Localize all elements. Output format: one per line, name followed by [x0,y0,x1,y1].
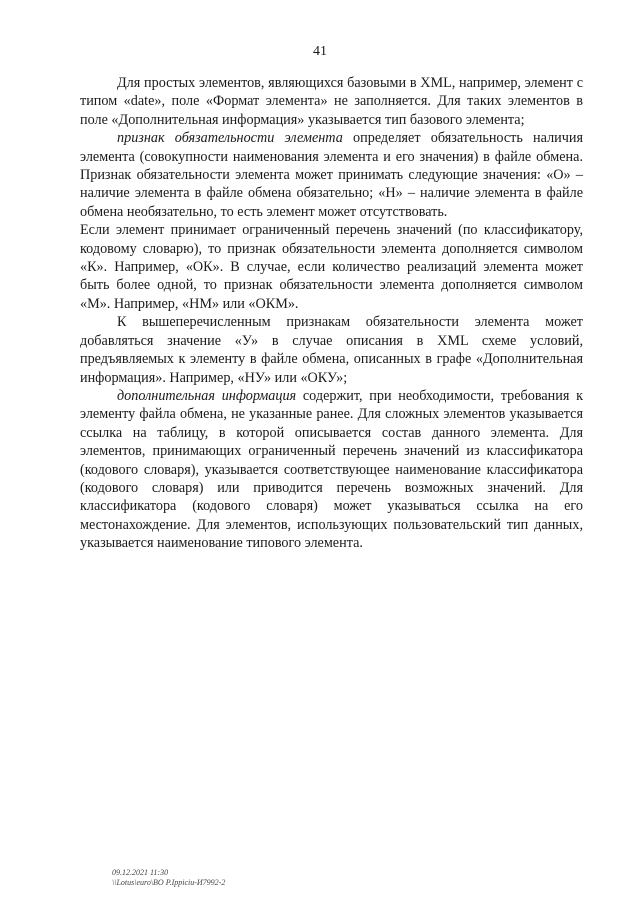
paragraph-text: Для простых элементов, являющихся базовыми в XML, например, элемент с типом «date», поле «Формат элемента» не заполняется. Для таких элементов в поле «Дополнительная информация» указывается тип базового элемента; [80,75,583,128]
paragraph-condition-value [80,313,583,387]
footer-timestamp: 09.12.2021 11:30 [112,868,169,877]
page-number: 41 [313,44,327,59]
paragraph-text: Если элемент принимает ограниченный перечень значений (по классификатору, кодовому словарю), то признак обязательности элемента дополняется символом «К». Например, «ОК». В случае, если количество реализаций элемента может быть более одной, то признак обязательности элемента дополняется символом «М». Например, «НМ» или «ОКМ». [80,222,583,312]
body-text [80,74,583,553]
paragraph-basic-elements [80,74,583,129]
paragraph-text: К вышеперечисленным признакам обязательности элемента может добавляться значение «У» в случае описания в XML схеме условий, предъявляемых к элементу в файле обмена, описанных в графе «Дополнительная информация». Например, «НУ» или «ОКУ»; [80,314,583,386]
footer-filepath: \\Lotus\euro\BO P.Ippiciu-И7992-2 [112,878,226,887]
paragraph-text: содержит, при необходимости, требования к элементу файла обмена, не указанные ранее. Для сложных элементов указывается ссылка на таблицу, в которой описывается состав данного элемента. Для элементов, принимающих ограниченный перечень значений из классификатора (кодового словаря), указывается соответствующее наименование классификатора (кодового словаря) или приводится перечень возможных значений. Для классификатора (кодового словаря) может указываться ссылка на его местонахождение. Для элементов, использующих пользовательский тип данных, указывается наименование типового элемента. [80,387,583,552]
footer-stamp [112,868,225,888]
paragraph-text: определяет обязательность наличия элемента (совокупности наименования элемента и его значения) в файле обмена. Признак обязательности элемента может принимать следующие значения: «О» – наличие элемента в файле обмена обязательно; «Н» – наличие элемента в файле обмена необязательно, то есть элемент может отсутствовать. [80,130,583,220]
term-mandatory-attribute: признак обязательности элемента [117,130,343,147]
paragraph-mandatory-attribute [80,129,583,221]
paragraph-classifier-values [80,221,583,313]
term-additional-info: дополнительная информация [117,387,297,404]
paragraph-additional-info [80,387,583,553]
